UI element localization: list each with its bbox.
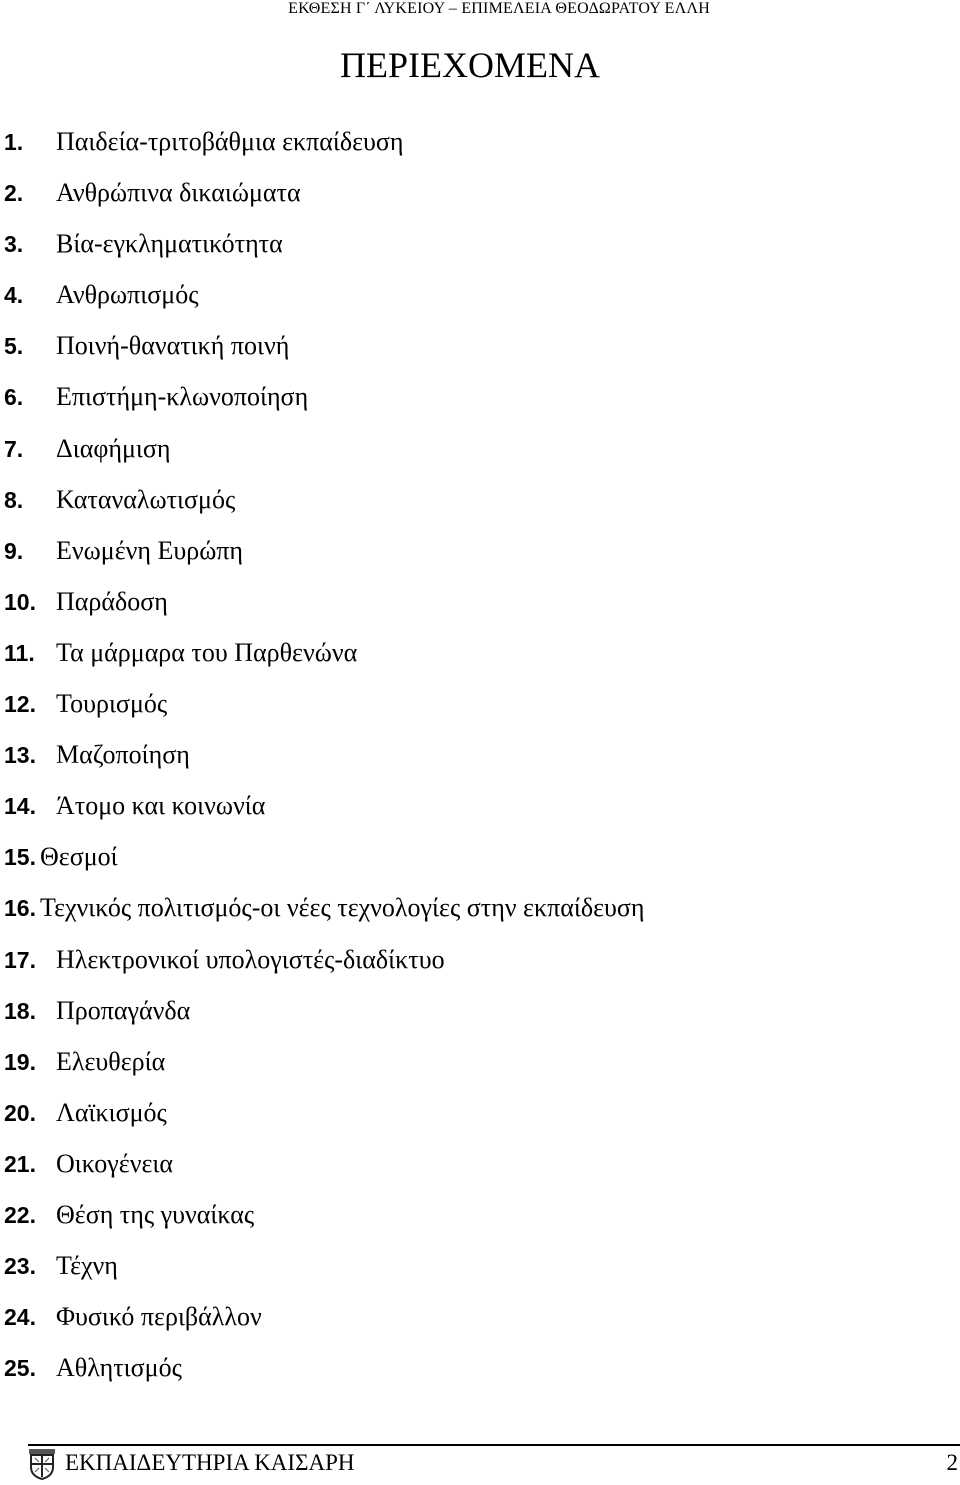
toc-item-number: 3. [4, 231, 24, 258]
toc-item-number: 16. [4, 895, 36, 922]
toc-item [4, 120, 644, 171]
toc-item [4, 631, 644, 682]
toc-item-number: 23. [4, 1253, 36, 1280]
toc-item-label: Βία-εγκληματικότητα [56, 229, 283, 259]
toc-item [4, 1346, 644, 1397]
table-of-contents [4, 120, 644, 1397]
toc-item-label: Άτομο και κοινωνία [56, 791, 266, 821]
page-title: ΠΕΡΙΕΧΟΜΕΝΑ [340, 45, 600, 85]
toc-item-number: 20. [4, 1099, 36, 1126]
school-crest-icon [28, 1448, 56, 1480]
toc-item-label: Ποινή-θανατική ποινή [56, 331, 290, 361]
toc-item-number: 17. [4, 946, 36, 973]
toc-item [4, 427, 644, 478]
toc-item [4, 1193, 644, 1244]
toc-item-number: 7. [4, 435, 24, 462]
toc-item-number: 11. [4, 639, 35, 666]
toc-item-number: 8. [4, 486, 24, 513]
toc-item-number: 15. [4, 844, 36, 871]
toc-item [4, 1142, 644, 1193]
toc-item [4, 784, 644, 835]
toc-item-label: Διαφήμιση [56, 433, 171, 463]
toc-item-label: Τα μάρμαρα του Παρθενώνα [56, 637, 358, 667]
toc-item [4, 273, 644, 324]
toc-item [4, 1295, 644, 1346]
toc-item-label: Ενωμένη Ευρώπη [56, 535, 244, 565]
toc-item [4, 733, 644, 784]
toc-item-label: Τεχνικός πολιτισμός-οι νέες τεχνολογίες στην εκπαίδευση [40, 893, 645, 923]
toc-item [4, 1244, 644, 1295]
toc-item-number: 13. [4, 742, 36, 769]
toc-item [4, 580, 644, 631]
toc-item-label: Ελευθερία [56, 1046, 166, 1076]
toc-item-label: Ανθρωπισμός [56, 280, 199, 310]
toc-item [4, 324, 644, 375]
footer-school-name: ΕΚΠΑΙΔΕΥΤΗΡΙΑ ΚΑΙΣΑΡΗ [65, 1450, 355, 1475]
toc-item-label: Θεσμοί [40, 842, 118, 872]
toc-item-label: Τουρισμός [56, 689, 168, 719]
toc-item-label: Λαϊκισμός [56, 1097, 167, 1127]
toc-item-number: 10. [4, 588, 36, 615]
toc-item [4, 886, 644, 937]
toc-item-number: 19. [4, 1048, 36, 1075]
toc-item-label: Φυσικό περιβάλλον [56, 1302, 262, 1332]
toc-item-number: 14. [4, 793, 36, 820]
toc-item-number: 9. [4, 537, 24, 564]
toc-item-number: 24. [4, 1304, 36, 1331]
toc-item-label: Αθλητισμός [56, 1353, 182, 1383]
toc-item-number: 18. [4, 997, 36, 1024]
toc-item-label: Τέχνη [56, 1251, 118, 1281]
toc-item [4, 989, 644, 1040]
toc-item-number: 6. [4, 384, 24, 411]
toc-item-label: Προπαγάνδα [56, 995, 191, 1025]
running-header: ΕΚΘΕΣΗ Γ΄ ΛΥΚΕΙΟΥ – ΕΠΙΜΕΛΕΙΑ ΘΕΟΔΩΡΑΤΟΥ ΕΛΛΗ [288, 0, 710, 17]
toc-item [4, 222, 644, 273]
toc-item-label: Οικογένεια [56, 1148, 173, 1178]
toc-item-label: Θέση της γυναίκας [56, 1199, 255, 1229]
toc-item [4, 529, 644, 580]
toc-item-number: 1. [4, 129, 24, 155]
toc-item-number: 21. [4, 1150, 36, 1177]
toc-item [4, 1040, 644, 1091]
toc-item-number: 4. [4, 282, 24, 309]
toc-item [4, 835, 644, 886]
toc-item-label: Ηλεκτρονικοί υπολογιστές-διαδίκτυο [56, 944, 445, 974]
toc-item [4, 938, 644, 989]
footer-divider [28, 1444, 960, 1446]
toc-item-label: Ανθρώπινα δικαιώματα [56, 178, 301, 208]
toc-item [4, 171, 644, 222]
toc-item-label: Παιδεία-τριτοβάθμια εκπαίδευση [56, 127, 404, 156]
page-number: 2 [946, 1450, 958, 1475]
toc-item-number: 2. [4, 180, 24, 207]
toc-item-label: Μαζοποίηση [56, 740, 190, 770]
toc-item-label: Καταναλωτισμός [56, 484, 236, 514]
toc-item-number: 22. [4, 1201, 36, 1228]
toc-item-number: 5. [4, 333, 24, 360]
toc-item [4, 478, 644, 529]
toc-item-label: Επιστήμη-κλωνοποίηση [56, 382, 309, 412]
toc-item-number: 12. [4, 691, 36, 718]
toc-item [4, 682, 644, 733]
toc-item [4, 375, 644, 426]
toc-item-label: Παράδοση [56, 586, 168, 616]
toc-item [4, 1091, 644, 1142]
toc-item-number: 25. [4, 1355, 36, 1382]
